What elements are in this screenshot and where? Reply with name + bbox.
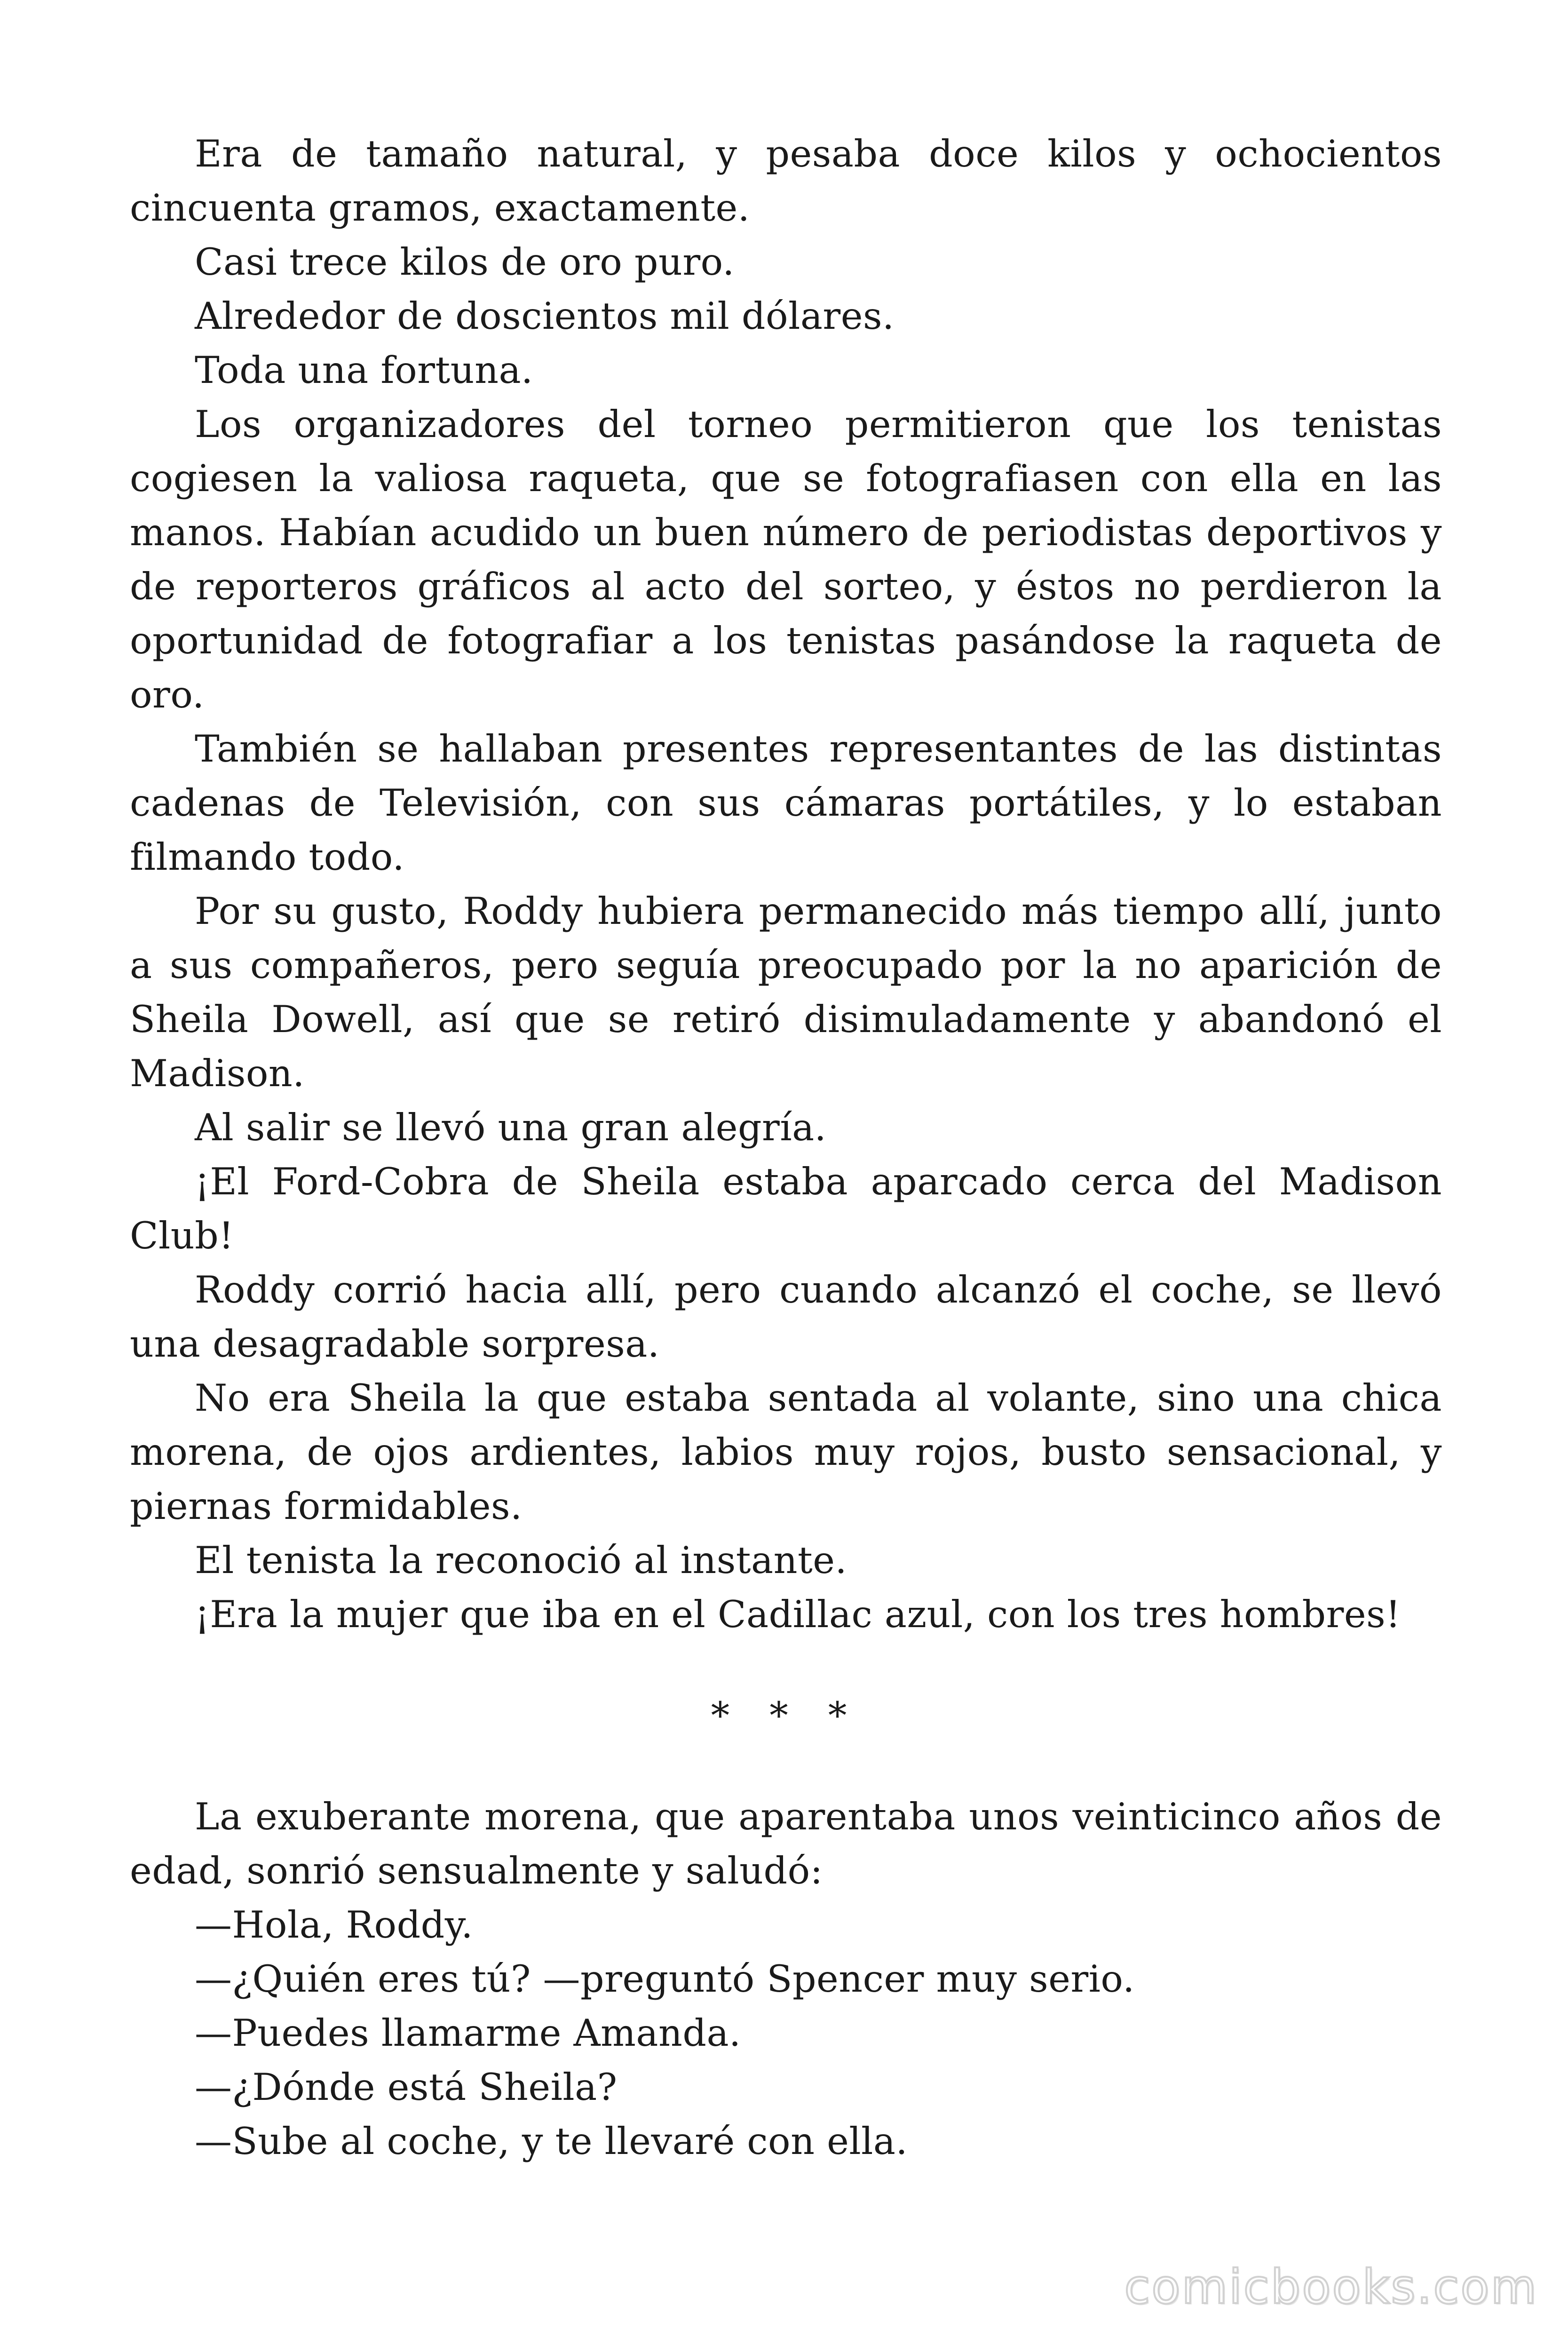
paragraph: —¿Dónde está Sheila? — [195, 2066, 618, 2109]
paragraph: Por su gusto, Roddy hubiera permanecido más tiempo allí, junto a sus compañeros, pero seguía preocupado por la no aparición de Sheila Dowell, así que se retiró disimuladamente y abandonó el Madison. — [130, 890, 1442, 1095]
paragraph: También se hallaban presentes representantes de las distintas cadenas de Televisión, con sus cámaras portátiles, y lo estaban filmando todo. — [130, 727, 1442, 879]
paragraph: —Hola, Roddy. — [195, 1903, 473, 1947]
document-page — [130, 127, 1442, 2169]
paragraph: Los organizadores del torneo permitieron que los tenistas cogiesen la valiosa raqueta, que se fotografiasen con ella en las manos. Habían acudido un buen número de periodistas deportivos y de reporteros gráficos al acto del sorteo, y éstos no perdieron la oportunidad de fotografiar a los tenistas pasándose la raqueta de oro. — [130, 403, 1442, 716]
paragraph: —Puedes llamarme Amanda. — [195, 2011, 741, 2055]
paragraph: Alrededor de doscientos mil dólares. — [195, 294, 895, 338]
paragraph: La exuberante morena, que aparentaba unos veinticinco años de edad, sonrió sensualmente y saludó: — [130, 1795, 1442, 1892]
paragraph: —Sube al coche, y te llevaré con ella. — [195, 2120, 908, 2163]
text-block-after-separator — [130, 1790, 1442, 2169]
paragraph: ¡El Ford-Cobra de Sheila estaba aparcado cerca del Madison Club! — [130, 1160, 1442, 1257]
watermark: comicbooks.com — [1124, 2259, 1538, 2314]
paragraph: Toda una fortuna. — [195, 349, 533, 392]
paragraph: —¿Quién eres tú? —preguntó Spencer muy serio. — [195, 1957, 1135, 2001]
paragraph: El tenista la reconoció al instante. — [195, 1539, 847, 1582]
paragraph: No era Sheila la que estaba sentada al volante, sino una chica morena, de ojos ardientes, labios muy rojos, busto sensacional, y piernas formidables. — [130, 1376, 1442, 1528]
paragraph: Era de tamaño natural, y pesaba doce kilos y ochocientos cincuenta gramos, exactamente. — [130, 132, 1442, 230]
paragraph: Roddy corrió hacia allí, pero cuando alcanzó el coche, se llevó una desagradable sorpresa. — [130, 1268, 1442, 1366]
paragraph: ¡Era la mujer que iba en el Cadillac azul, con los tres hombres! — [195, 1593, 1401, 1636]
section-separator: * * * — [711, 1694, 861, 1737]
paragraph: Al salir se llevó una gran alegría. — [195, 1106, 827, 1149]
paragraph: Casi trece kilos de oro puro. — [195, 240, 735, 284]
text-block-before-separator — [130, 127, 1442, 1642]
